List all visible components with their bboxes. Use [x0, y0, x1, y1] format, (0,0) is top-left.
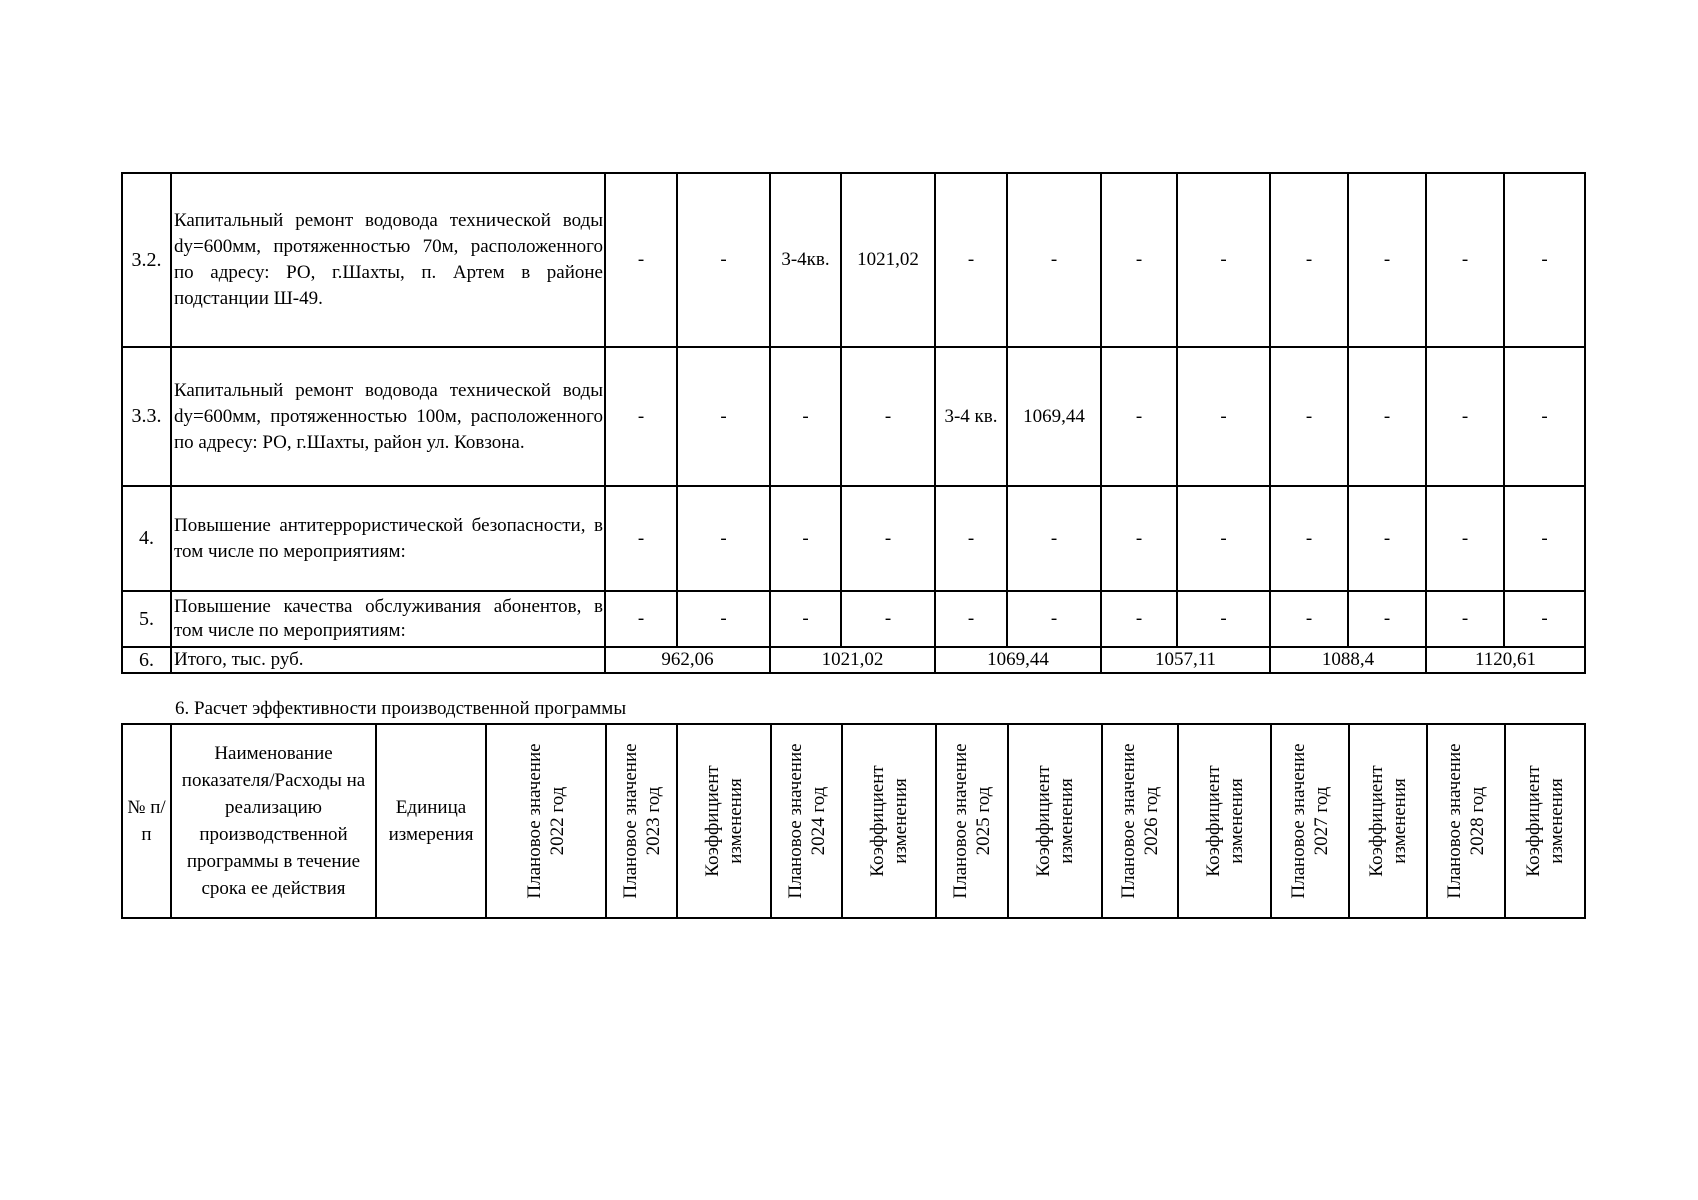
total-value: 1021,02: [770, 647, 935, 673]
table-cell: -: [935, 486, 1007, 591]
header-label: Коэффициент изменения: [1366, 765, 1410, 877]
table-cell: -: [1504, 347, 1585, 486]
header-coef: [842, 724, 936, 918]
header-coef: [1505, 724, 1585, 918]
table-cell: -: [935, 591, 1007, 647]
header-plan-2028: [1427, 724, 1505, 918]
header-plan-2026: [1102, 724, 1178, 918]
table-cell: -: [1426, 347, 1504, 486]
table-cell: -: [677, 173, 770, 347]
header-plan-2025: [936, 724, 1008, 918]
table-cell: -: [1504, 173, 1585, 347]
table-cell: -: [841, 591, 935, 647]
table-cell: -: [1101, 347, 1177, 486]
table-cell: 1021,02: [841, 173, 935, 347]
table-cell: 3-4кв.: [770, 173, 841, 347]
total-value: 1120,61: [1426, 647, 1585, 673]
table-cell: -: [1101, 173, 1177, 347]
table-cell: -: [1504, 486, 1585, 591]
header-coef: [1349, 724, 1427, 918]
table-cell: -: [1007, 591, 1101, 647]
header-label: Плановое значение 2027 год: [1288, 743, 1332, 899]
works-table: [121, 172, 1586, 674]
table-cell: -: [1101, 591, 1177, 647]
header-name: Наименование показателя/Расходы на реализацию производственной программы в течение срока ее действия: [171, 724, 376, 918]
total-label: Итого, тыс. руб.: [171, 647, 605, 673]
table-cell: -: [1177, 591, 1270, 647]
row-number: 4.: [122, 486, 171, 591]
header-unit: Единица измерения: [376, 724, 486, 918]
table-cell: -: [841, 486, 935, 591]
table-cell: -: [1504, 591, 1585, 647]
efficiency-table: [121, 723, 1586, 919]
table-cell: -: [1007, 173, 1101, 347]
table-cell: -: [605, 591, 677, 647]
table-cell: 3-4 кв.: [935, 347, 1007, 486]
table-row: [122, 347, 1585, 486]
header-label: Плановое значение 2025 год: [950, 743, 994, 899]
table-cell: -: [1270, 486, 1348, 591]
header-label: Коэффициент изменения: [1033, 765, 1077, 877]
table-cell: -: [677, 347, 770, 486]
row-description: Капитальный ремонт водовода технической воды dy=600мм, протяженностью 100м, расположенного по адресу: РО, г.Шахты, район ул. Ковзона.: [171, 347, 605, 486]
table-cell: -: [1426, 486, 1504, 591]
table-cell: -: [841, 347, 935, 486]
table-cell: -: [770, 486, 841, 591]
table-cell: -: [1348, 173, 1426, 347]
row-description: Капитальный ремонт водовода технической воды dy=600мм, протяженностью 70м, расположенного по адресу: РО, г.Шахты, п. Артем в районе подстанции Ш-49.: [171, 173, 605, 347]
header-label: Коэффициент изменения: [1202, 765, 1247, 877]
table-cell: -: [605, 173, 677, 347]
row-description: Повышение качества обслуживания абонентов, в том числе по мероприятиям:: [171, 591, 605, 647]
table-cell: -: [605, 486, 677, 591]
total-value: 962,06: [605, 647, 770, 673]
table-cell: -: [1348, 347, 1426, 486]
table-cell: -: [677, 486, 770, 591]
table-row: [122, 591, 1585, 647]
header-label: Коэффициент изменения: [702, 765, 746, 877]
header-coef: [1178, 724, 1271, 918]
header-label: Плановое значение 2023 год: [619, 743, 664, 899]
header-plan-2023: [606, 724, 677, 918]
section-caption: 6. Расчет эффективности производственной программы: [175, 698, 627, 719]
table-cell: -: [1426, 173, 1504, 347]
table-row: [122, 486, 1585, 591]
header-plan-2027: [1271, 724, 1349, 918]
table-cell: -: [677, 591, 770, 647]
header-label: Плановое значение 2026 год: [1118, 743, 1162, 899]
header-label: Плановое значение 2022 год: [524, 743, 568, 899]
table-cell: -: [1177, 173, 1270, 347]
table-cell: -: [935, 173, 1007, 347]
table-cell: -: [1270, 173, 1348, 347]
table-cell: -: [1270, 591, 1348, 647]
table-cell: -: [1348, 591, 1426, 647]
table-cell: 1069,44: [1007, 347, 1101, 486]
row-number: 3.3.: [122, 347, 171, 486]
header-label: Коэффициент изменения: [1523, 765, 1567, 877]
row-number: 3.2.: [122, 173, 171, 347]
table-cell: -: [1177, 486, 1270, 591]
total-value: 1069,44: [935, 647, 1101, 673]
table-cell: -: [1101, 486, 1177, 591]
table-row: [122, 173, 1585, 347]
header-coef: [677, 724, 771, 918]
table-cell: -: [770, 591, 841, 647]
table-cell: -: [770, 347, 841, 486]
header-coef: [1008, 724, 1102, 918]
table-cell: -: [605, 347, 677, 486]
table-cell: -: [1177, 347, 1270, 486]
table-cell: -: [1007, 486, 1101, 591]
total-value: 1088,4: [1270, 647, 1426, 673]
table-cell: -: [1348, 486, 1426, 591]
header-label: Плановое значение 2024 год: [784, 743, 829, 899]
table-cell: -: [1270, 347, 1348, 486]
header-num: № п/п: [122, 724, 171, 918]
header-label: Коэффициент изменения: [867, 765, 911, 877]
row-description: Повышение антитеррористической безопасности, в том числе по мероприятиям:: [171, 486, 605, 591]
total-row: [122, 647, 1585, 673]
header-plan-2024: [771, 724, 842, 918]
row-number: 6.: [122, 647, 171, 673]
header-label: Плановое значение 2028 год: [1444, 743, 1488, 899]
table-cell: -: [1426, 591, 1504, 647]
total-value: 1057,11: [1101, 647, 1270, 673]
header-row: [122, 724, 1585, 918]
header-plan-2022: [486, 724, 606, 918]
row-number: 5.: [122, 591, 171, 647]
